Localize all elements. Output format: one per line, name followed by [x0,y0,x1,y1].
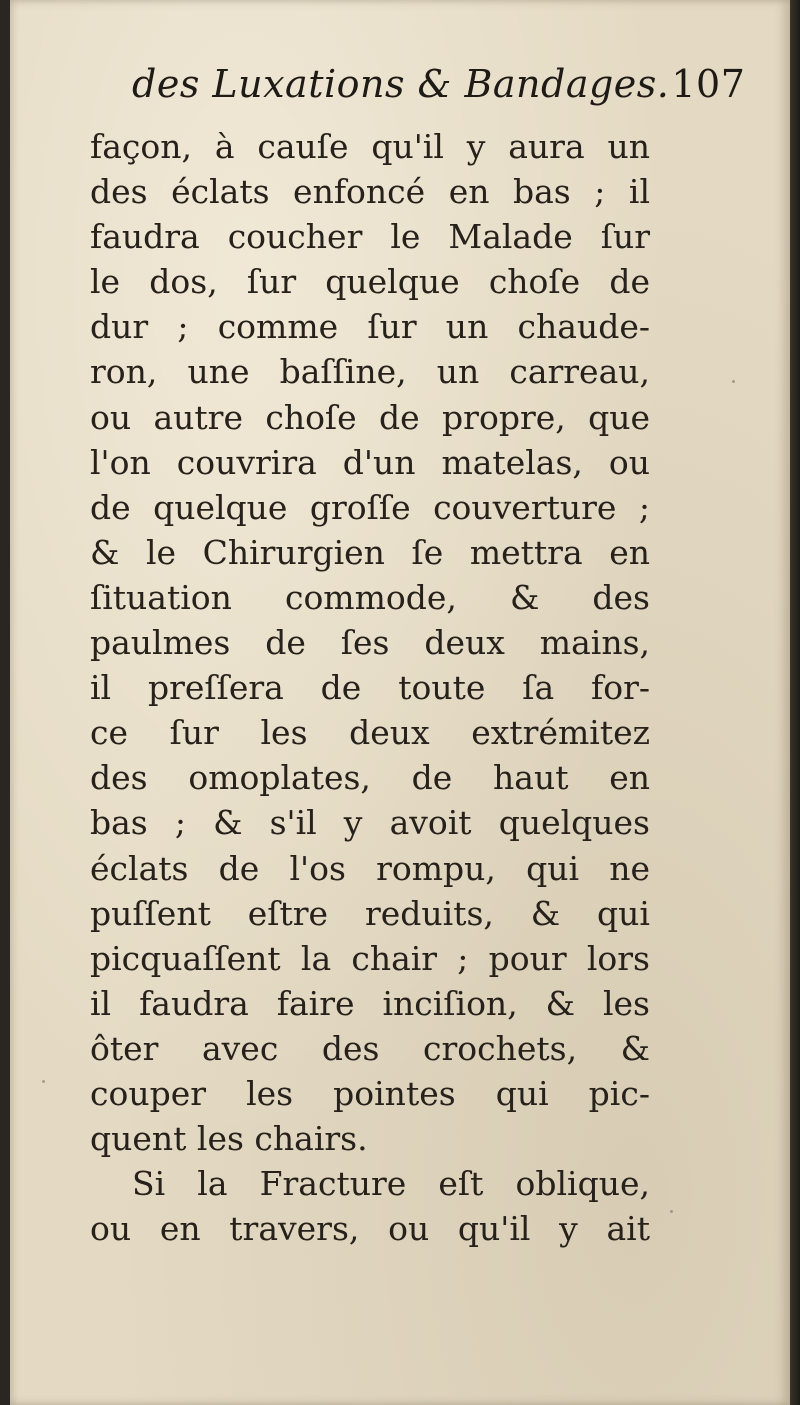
text-line: il preſſera de toute ſa for- [90,668,650,708]
page-number: 107 [671,62,746,106]
body-text [90,124,650,1251]
text-line: puſſent eſtre reduits, & qui [90,893,650,933]
text-line: quent les chairs. [90,1119,368,1159]
paper-speck [732,380,735,383]
page-edge-shadow [790,0,800,1405]
text-line: ou en travers, ou qu'il y ait [90,1209,650,1249]
running-title: des Luxations & Bandages. [132,62,670,106]
text-line: des omoplates, de haut en [90,758,650,798]
paper-speck [42,1080,45,1083]
text-line: l'on couvrira d'un matelas, ou [90,442,650,482]
text-line: bas ; & s'il y avoit quelques [90,803,650,843]
text-line: des éclats enfoncé en bas ; il [90,172,650,212]
text-line: faudra coucher le Malade ſur [90,217,650,257]
text-line: & le Chirurgien ſe mettra en [90,532,650,572]
paragraph-first-line: Si la Fracture eſt oblique, [132,1164,650,1204]
text-line: de quelque groſſe couverture ; [90,487,650,527]
book-page [10,0,790,1405]
text-line: ôter avec des crochets, & [90,1028,650,1068]
text-line: le dos, ſur quelque choſe de [90,262,650,302]
text-line: ſituation commode, & des [90,577,650,617]
text-line: ou autre choſe de propre, que [90,397,650,437]
text-line: ron, une baſſine, un carreau, [90,352,650,392]
text-line: façon, à cauſe qu'il y aura un [90,127,650,166]
text-line: picquaſſent la chair ; pour lors [90,938,650,978]
text-line: couper les pointes qui pic- [90,1073,650,1113]
text-line: paulmes de ſes deux mains, [90,623,650,663]
running-header [132,62,745,106]
text-line: ce ſur les deux extrémitez [90,713,650,753]
text-line: il faudra faire inciſion, & les [90,983,650,1023]
paper-speck [670,1210,673,1213]
text-line: dur ; comme ſur un chaude- [90,307,650,347]
text-line: éclats de l'os rompu, qui ne [90,848,650,888]
